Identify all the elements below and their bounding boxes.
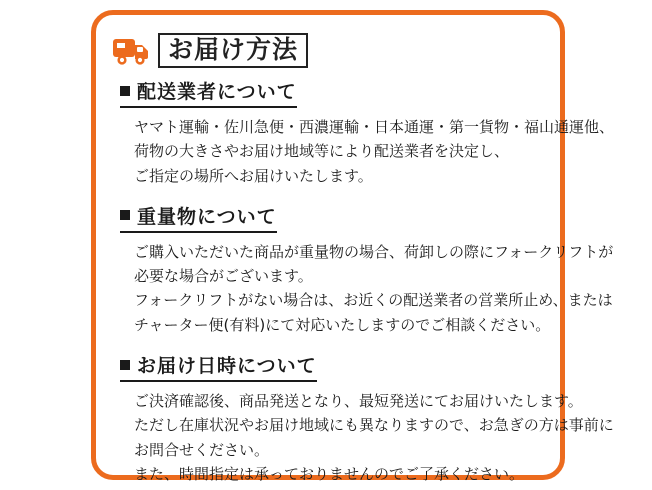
section-delivery-datetime — [120, 351, 614, 486]
body-line: ヤマト運輸・佐川急便・西濃運輸・日本通運・第一貨物・福山通運他、 — [134, 118, 615, 136]
delivery-truck-icon — [112, 35, 150, 67]
section-body — [134, 389, 614, 486]
delivery-info-card — [91, 10, 615, 483]
section-body — [134, 115, 615, 188]
square-bullet-icon — [120, 210, 130, 220]
body-line: また、時間指定は承っておりませんのでご了承ください。 — [134, 464, 525, 483]
body-line: 必要な場合がございます。 — [134, 267, 313, 286]
body-line: フォークリフトがない場合は、お近くの配送業者の営業所止め、または — [134, 291, 613, 310]
section-heading-wrap — [120, 77, 544, 115]
left-margin — [0, 0, 14, 489]
section-heading — [120, 351, 317, 382]
body-line: ご指定の場所へお届けいたします。 — [134, 166, 373, 185]
card-title-row — [112, 33, 308, 68]
section-heading-label: 重量物について — [137, 205, 277, 228]
section-heading-wrap — [120, 202, 544, 240]
body-line: チャーター便(有料)にて対応いたしますのでご相談ください。 — [134, 315, 551, 334]
body-line: 荷物の大きさやお届け地域等により配送業者を決定し、 — [134, 142, 510, 161]
card-content — [120, 77, 615, 490]
section-body — [134, 240, 614, 337]
section-heading — [120, 202, 277, 233]
section-heading-label: 配送業者について — [137, 81, 297, 103]
body-line: ご購入いただいた商品が重量物の場合、荷卸しの際にフォークリフトが — [134, 242, 614, 261]
body-line: ご決済確認後、商品発送となり、最短発送にてお届けいたします。 — [134, 392, 583, 411]
section-shipping-carriers — [120, 77, 615, 188]
body-line: お問合せください。 — [134, 440, 270, 459]
square-bullet-icon — [120, 86, 130, 96]
section-heavy-items — [120, 202, 614, 337]
section-heading — [120, 77, 297, 108]
page-title: お届け方法 — [168, 35, 299, 64]
square-bullet-icon — [120, 360, 130, 370]
card-title-box — [158, 33, 308, 68]
section-heading-wrap — [120, 351, 544, 389]
body-line: ただし在庫状況やお届け地域にも異なりますので、お急ぎの方は事前に — [134, 416, 614, 435]
section-heading-label: お届け日時について — [137, 355, 317, 378]
right-margin — [638, 0, 652, 489]
